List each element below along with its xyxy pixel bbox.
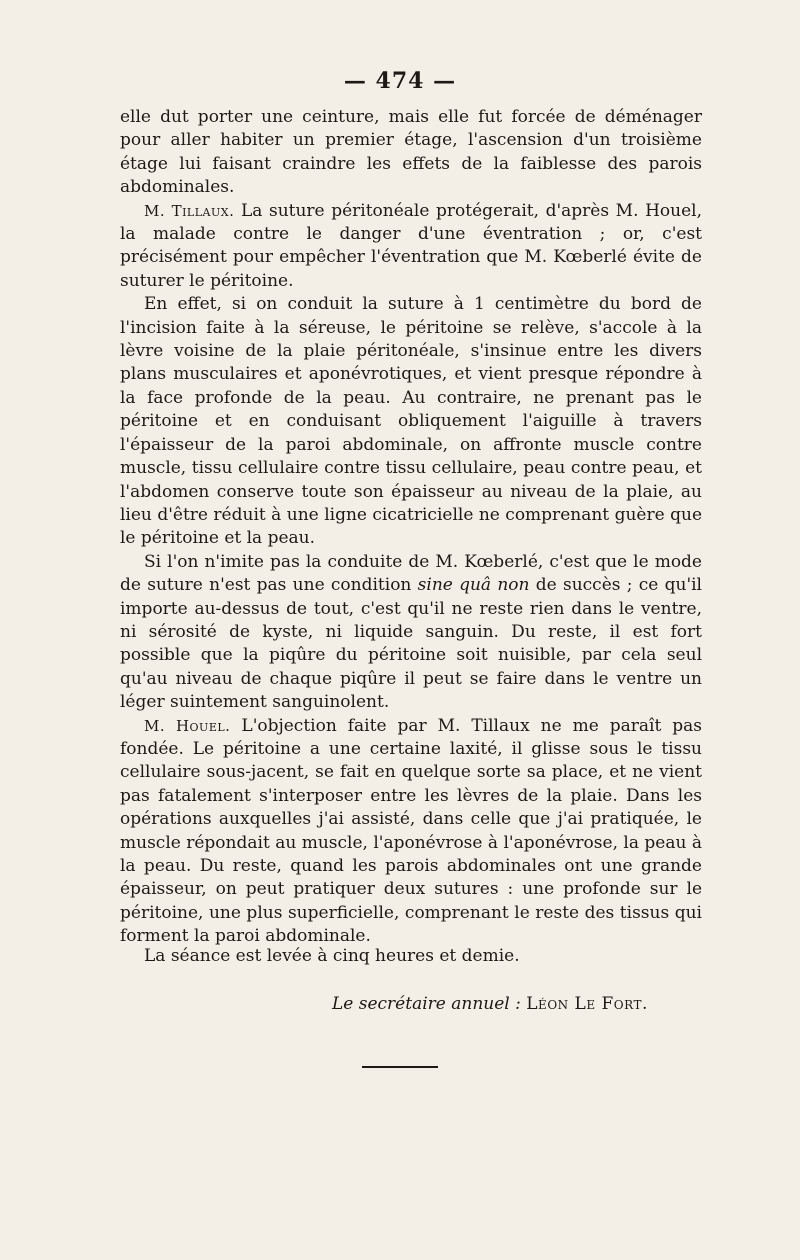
signature-name: Léon Le Fort. — [526, 994, 648, 1014]
paragraph-1: elle dut porter une ceinture, mais elle fut forcée de déménager pour aller habiter un premier étage, l'ascension d'un troisième étage lui faisant craindre les effets de la faiblesse des parois abdominales. — [120, 107, 702, 198]
paragraph-4-text-a: Si l'on n'imite pas la conduite de M. Kœberlé, c'est que le mode de suture n'est pas une condition — [120, 551, 702, 596]
speaker-houel: M. Houel. — [144, 716, 231, 735]
latin-phrase: sine quâ non — [417, 575, 530, 596]
closing-rule — [362, 1066, 438, 1068]
paragraph-5-text: L'objection faite par M. Tillaux ne me paraît pas fondée. Le péritoine a une certaine laxité, il glisse sous le tissu cellulaire sous-jacent, se fait en quelque sorte sa place, et ne vient pas fatalement s'interposer entre les lèvres de la plaie. Dans les opérations auxquelles j'ai assisté, dans celle que j'ai pratiquée, le muscle répondait au muscle, l'aponévrose à l'aponévrose, la peau à la peau. Du reste, quand les parois abdominales ont une grande épaisseur, on peut pratiquer deux sutures : une profonde sur le péritoine, une plus superficielle, comprenant le reste des tissus qui forment la paroi abdominale. — [120, 715, 703, 947]
paragraph-2 — [120, 200, 702, 294]
signature-role: Le secrétaire annuel : — [332, 994, 521, 1014]
paragraph-4 — [120, 551, 702, 715]
signature — [332, 994, 648, 1014]
speaker-tillaux: M. Tillaux. — [144, 201, 235, 220]
paragraph-4-text-b: de succès ; ce qu'il importe au-dessus de tout, c'est qu'il ne reste rien dans le ventre, ni sérosité de kyste, ni liquide sanguin. Du reste, il est fort possible que la piqûre du péritoine soit nuisible, par cela seul qu'au niveau de chaque piqûre il peut se faire dans le ventre un léger suintement sanguinolent. — [120, 575, 702, 713]
paragraph-5 — [120, 715, 702, 949]
closing-line: La séance est levée à cinq heures et demie. — [144, 946, 520, 966]
paragraph-2-text: La suture péritonéale protégerait, d'après M. Houel, la malade contre le danger d'une éventration ; or, c'est précisément pour empêcher l'éventration que M. Kœberlé évite de suturer le péritoine. — [120, 200, 702, 291]
page-number: — 474 — — [343, 68, 457, 94]
paragraph-3: En effet, si on conduit la suture à 1 centimètre du bord de l'incision faite à la séreuse, le péritoine se relève, s'accole à la lèvre voisine de la plaie péritonéale, s'insinue entre les divers plans musculaires et aponévrotiques, et vient presque répondre à la face profonde de la peau. Au contraire, ne prenant pas le péritoine et en conduisant obliquement l'aiguille à travers l'épaisseur de la paroi abdominale, on affronte muscle contre muscle, tissu cellulaire contre tissu cellulaire, peau contre peau, et l'abdomen conserve toute son épaisseur au niveau de la plaie, au lieu d'être réduit à une ligne cicatricielle ne comprenant guère que le péritoine et la peau. — [120, 294, 702, 549]
document-body — [120, 106, 702, 949]
